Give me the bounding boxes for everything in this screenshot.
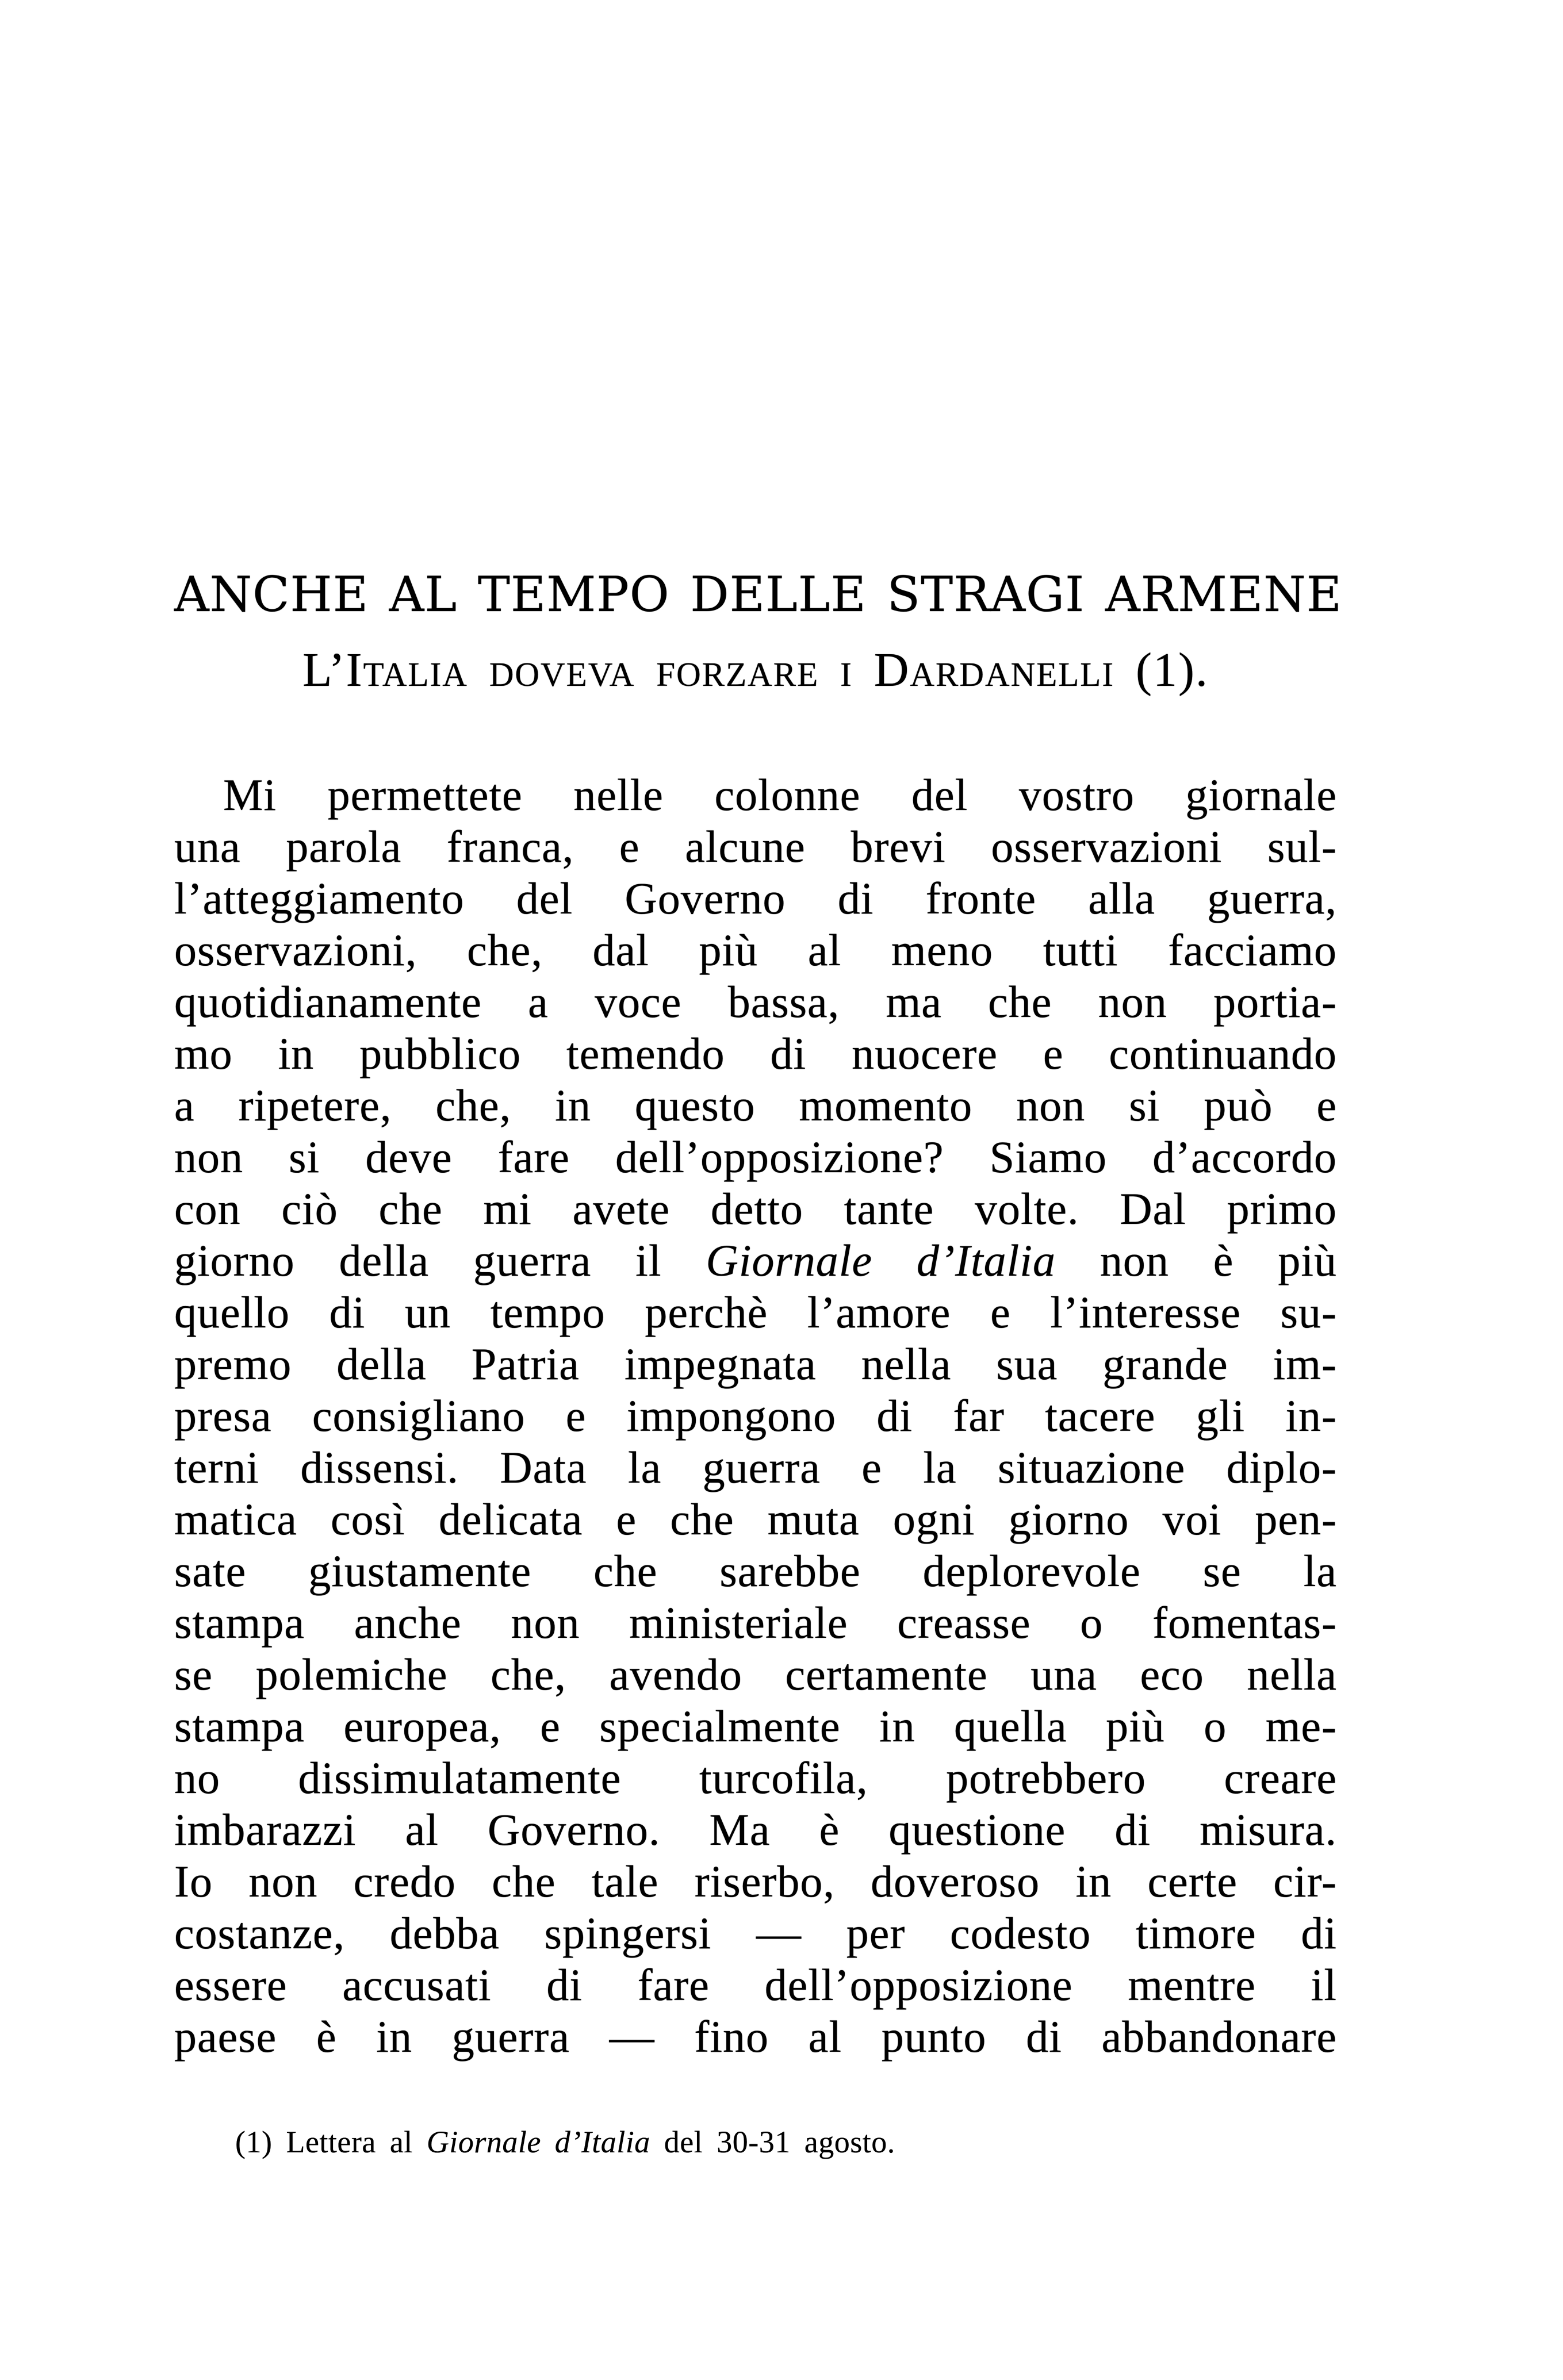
body-line: [174, 1856, 1337, 1907]
text-segment: stampa europea, e specialmente in quella più o me-: [174, 1701, 1337, 1751]
text-segment: osservazioni, che, dal più al meno tutti facciamo: [174, 925, 1337, 975]
body-line: [174, 769, 1337, 821]
text-segment: non si deve fare dell’opposizione? Siamo d’accordo: [174, 1132, 1337, 1182]
text-segment: quotidianamente a voce bassa, ma che non portia-: [174, 977, 1337, 1027]
body-line: [174, 1597, 1337, 1649]
body-line: [174, 1494, 1337, 1545]
footnote: [235, 2124, 895, 2161]
text-segment: Io non credo che tale riserbo, doveroso in certe cir-: [174, 1856, 1337, 1906]
text-segment: mo in pubblico temendo di nuocere e continuando: [174, 1028, 1337, 1078]
body-line: [174, 1235, 1337, 1287]
body-line: [174, 1080, 1337, 1131]
body-line: [174, 924, 1337, 976]
body-line: [174, 1442, 1337, 1494]
italic-text-segment: Giornale d’Italia: [706, 1235, 1056, 1285]
text-segment: essere accusati di fare dell’opposizione mentre il: [174, 1960, 1337, 2010]
body-line: [174, 1804, 1337, 1856]
text-segment: paese è in guerra — fino al punto di abbandonare: [174, 2012, 1337, 2062]
text-segment: a ripetere, che, in questo momento non si può e: [174, 1080, 1337, 1130]
italic-text-segment: Giornale d’Italia: [426, 2125, 650, 2159]
body-line: [174, 1700, 1337, 1752]
text-segment: l’atteggiamento del Governo di fronte alla guerra,: [174, 873, 1337, 923]
body-line: [174, 1545, 1337, 1597]
text-segment: giorno della guerra il: [174, 1235, 706, 1285]
page-title: ANCHE AL TEMPO DELLE STRAGI ARMENE: [174, 566, 1343, 623]
page-subtitle: L’Italia doveva forzare i Dardanelli (1).: [302, 643, 1209, 697]
text-segment: con ciò che mi avete detto tante volte. Dal primo: [174, 1184, 1337, 1234]
body-line: [174, 821, 1337, 873]
text-segment: imbarazzi al Governo. Ma è questione di misura.: [174, 1805, 1337, 1855]
text-segment: no dissimulatamente turcofila, potrebbero creare: [174, 1753, 1337, 1803]
text-segment: del 30-31 agosto.: [650, 2125, 895, 2159]
text-segment: non è più: [1055, 1235, 1338, 1285]
body-line: [174, 976, 1337, 1028]
body-line: [174, 873, 1337, 924]
body-paragraph: [174, 769, 1337, 2063]
body-line: [174, 2011, 1337, 2063]
body-line: [174, 1390, 1337, 1442]
text-segment: quello di un tempo perchè l’amore e l’interesse su-: [174, 1287, 1337, 1337]
body-line: [174, 1907, 1337, 1959]
text-segment: costanze, debba spingersi — per codesto timore di: [174, 1908, 1337, 1958]
body-line: [174, 1649, 1337, 1700]
body-line: [174, 1131, 1337, 1183]
text-segment: premo della Patria impegnata nella sua grande im-: [174, 1339, 1337, 1389]
text-segment: matica così delicata e che muta ogni giorno voi pen-: [174, 1494, 1337, 1544]
text-segment: terni dissensi. Data la guerra e la situazione diplo-: [174, 1442, 1337, 1492]
body-line: [174, 1338, 1337, 1390]
body-line: [174, 1752, 1337, 1804]
text-segment: sate giustamente che sarebbe deplorevole se la: [174, 1546, 1337, 1596]
text-segment: stampa anche non ministeriale creasse o fomentas-: [174, 1598, 1337, 1648]
text-segment: (1) Lettera al: [235, 2125, 427, 2159]
body-line: [174, 1028, 1337, 1080]
text-segment: una parola franca, e alcune brevi osservazioni sul-: [174, 822, 1337, 872]
text-segment: Mi permettete nelle colonne del vostro giornale: [223, 770, 1337, 820]
body-line: [174, 1287, 1337, 1338]
text-segment: se polemiche che, avendo certamente una eco nella: [174, 1649, 1337, 1699]
body-line: [174, 1183, 1337, 1235]
body-line: [174, 1959, 1337, 2011]
text-segment: presa consigliano e impongono di far tacere gli in-: [174, 1391, 1337, 1441]
